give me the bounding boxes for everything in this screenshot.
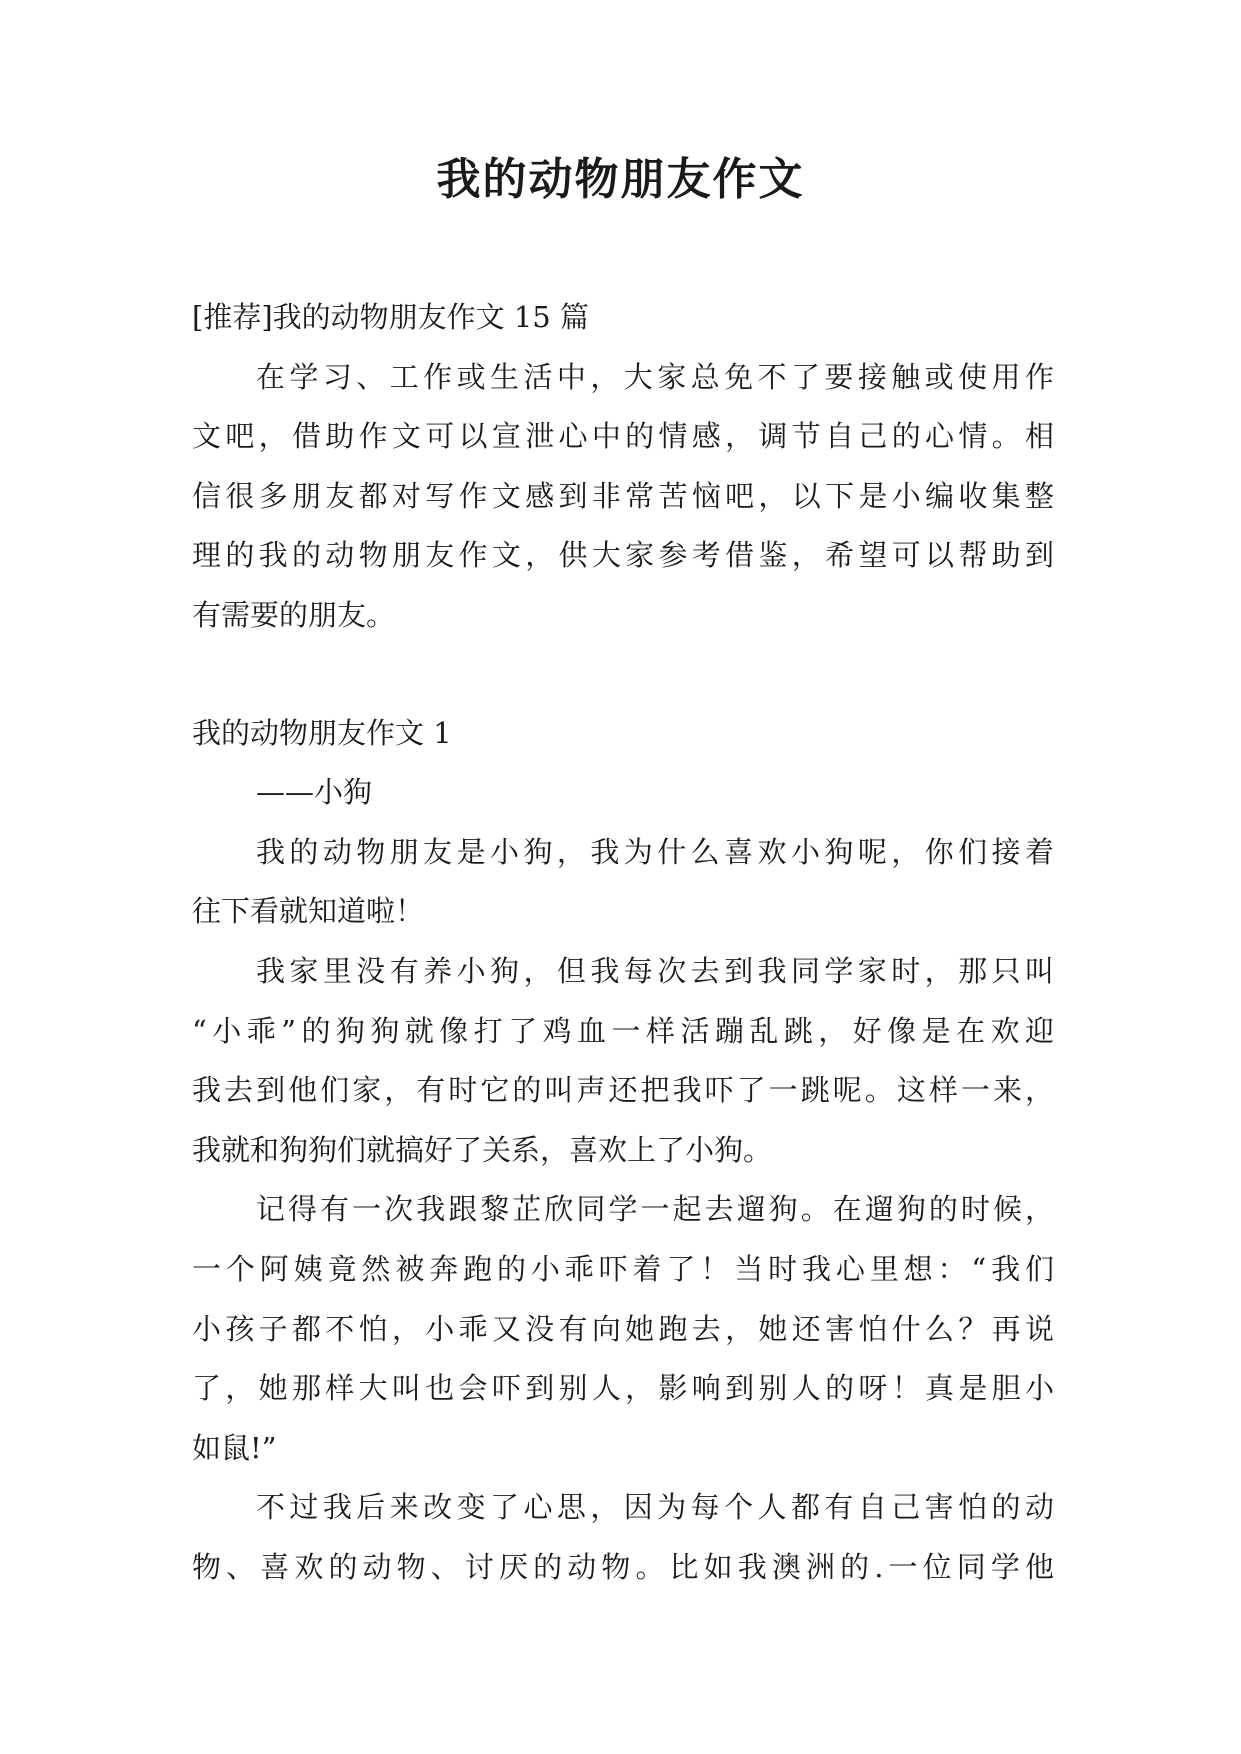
intro-line: 在学习、工作或生活中，大家总免不了要接触或使用作 (256, 359, 1054, 394)
paragraph-line: 我去到他们家，有时它的叫声还把我吓了一跳呢。这样一来， (192, 1073, 1054, 1108)
paragraph-line: 记得有一次我跟黎芷欣同学一起去遛狗。在遛狗的时候， (256, 1192, 1054, 1227)
document-body (192, 288, 1054, 1597)
intro-line: 信很多朋友都对写作文感到非常苦恼吧，以下是小编收集整 (192, 478, 1054, 513)
intro-line: 文吧，借助作文可以宣泄心中的情感，调节自己的心情。相 (192, 419, 1054, 454)
section-heading: 我的动物朋友作文 1 (192, 715, 452, 750)
paragraph-line: 如鼠!” (192, 1430, 277, 1465)
paragraph-line: 往下看就知道啦！ (192, 894, 425, 929)
intro-line: 有需要的朋友。 (192, 597, 396, 632)
paragraph-line: 一个阿姨竟然被奔跑的小乖吓着了！当时我心里想：“我们 (192, 1251, 1054, 1286)
paragraph-1 (192, 823, 1054, 942)
document-subtitle: [推荐]我的动物朋友作文 15 篇 (192, 300, 589, 334)
paragraph-line: 小孩子都不怕，小乖又没有向她跑去，她还害怕什么？再说 (192, 1311, 1054, 1346)
paragraph-line: 物、喜欢的动物、讨厌的动物。比如我澳洲的.一位同学他 (192, 1549, 1054, 1584)
intro-line: 理的我的动物朋友作文，供大家参考借鉴，希望可以帮助到 (192, 538, 1054, 573)
intro-paragraph (192, 348, 1054, 646)
document-title: 我的动物朋友作文 (436, 154, 805, 205)
section-byline: ——小狗 (256, 775, 373, 810)
paragraph-line: 不过我后来改变了心思，因为每个人都有自己害怕的动 (256, 1490, 1054, 1525)
paragraph-2 (192, 942, 1054, 1180)
paragraph-line: “小乖”的狗狗就像打了鸡血一样活蹦乱跳，好像是在欢迎 (192, 1013, 1054, 1048)
paragraph-line: 了，她那样大叫也会吓到别人，影响到别人的呀！真是胆小 (192, 1371, 1054, 1406)
paragraph-3 (192, 1180, 1054, 1478)
paragraph-line: 我就和狗狗们就搞好了关系，喜欢上了小狗。 (192, 1132, 773, 1167)
paragraph-line: 我家里没有养小狗，但我每次去到我同学家时，那只叫 (256, 953, 1054, 988)
paragraph-4 (192, 1478, 1054, 1597)
paragraph-line: 我的动物朋友是小狗，我为什么喜欢小狗呢，你们接着 (256, 834, 1054, 869)
section-gap (192, 646, 1054, 704)
